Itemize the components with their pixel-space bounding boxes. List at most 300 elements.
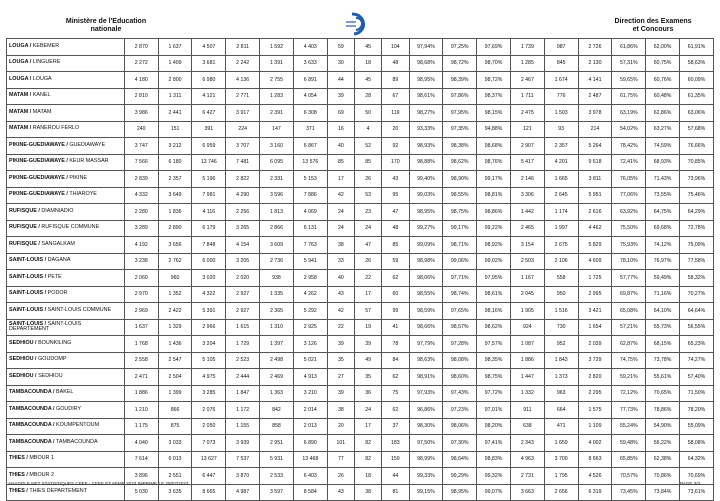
region-label: RUFISQUE [9, 240, 37, 247]
table-row [7, 138, 714, 155]
table-cell: 2 890 [158, 220, 192, 237]
department-name-cell [7, 187, 125, 204]
table-cell: 1 847 [226, 385, 260, 402]
table-cell: 159 [382, 451, 409, 468]
table-cell: 63,19% [612, 105, 646, 122]
table-row [7, 418, 714, 435]
table-cell: 8 663 [578, 451, 612, 468]
table-cell: 45 [354, 39, 381, 56]
table-row [7, 319, 714, 336]
table-cell: 3 212 [158, 138, 192, 155]
table-cell: 2 820 [578, 369, 612, 386]
table-cell: 845 [544, 55, 578, 72]
table-cell: 59,65% [612, 72, 646, 89]
table-cell: 3 635 [158, 484, 192, 501]
table-cell: 55,61% [646, 369, 680, 386]
table-cell: 38 [327, 237, 354, 254]
table-cell: 72,41% [612, 154, 646, 171]
table-cell: 97,93% [409, 385, 443, 402]
name-separator: / [24, 488, 30, 495]
table-cell: 97,50% [409, 435, 443, 452]
table-cell: 75,09% [680, 237, 714, 254]
table-cell: 98,95% [409, 72, 443, 89]
region-label: SAINT-LOUIS [9, 320, 44, 327]
table-cell: 78,42% [612, 138, 646, 155]
table-cell: 2 365 [260, 303, 294, 320]
table-cell: 1 503 [544, 105, 578, 122]
table-cell: 20 [327, 418, 354, 435]
table-cell: 6 980 [192, 72, 226, 89]
table-cell: 558 [544, 270, 578, 287]
table-cell: 842 [260, 402, 294, 419]
table-cell: 1 637 [158, 39, 192, 56]
table-cell: 1 332 [510, 385, 544, 402]
table-row [7, 187, 714, 204]
table-cell: 82 [354, 435, 381, 452]
department-name-cell [7, 204, 125, 221]
table-cell: 99,27% [409, 220, 443, 237]
table-cell: 2 870 [124, 39, 158, 56]
department-label: BAKEL [56, 389, 74, 396]
department-name-cell [7, 336, 125, 353]
table-cell: 97,30% [443, 435, 477, 452]
table-cell: 1 659 [544, 435, 578, 452]
table-cell: 26 [327, 468, 354, 485]
table-cell: 92 [382, 138, 409, 155]
table-cell: 99,06% [443, 253, 477, 270]
table-cell: 2 726 [578, 39, 612, 56]
table-cell: 62,86% [646, 105, 680, 122]
table-cell: 4 913 [293, 369, 327, 386]
table-cell: 3 160 [260, 138, 294, 155]
table-cell: 2 013 [293, 418, 327, 435]
table-cell: 2 050 [192, 418, 226, 435]
table-cell: 1 352 [158, 286, 192, 303]
table-cell: 18 [354, 468, 381, 485]
table-cell: 2 444 [226, 369, 260, 386]
table-cell: 730 [544, 319, 578, 336]
table-cell: 74,27% [680, 352, 714, 369]
table-row [7, 39, 714, 56]
table-cell: 3 681 [192, 55, 226, 72]
table-row [7, 451, 714, 468]
ministry-header [26, 18, 186, 34]
table-cell: 2 839 [124, 171, 158, 188]
table-cell: 98,62% [477, 319, 511, 336]
table-cell: 35 [354, 369, 381, 386]
table-cell: 56,55% [680, 319, 714, 336]
table-cell: 1 725 [578, 270, 612, 287]
table-cell: 62 [382, 402, 409, 419]
table-cell: 2 272 [124, 55, 158, 72]
table-cell: 72,78% [680, 220, 714, 237]
table-row [7, 88, 714, 105]
name-separator: / [64, 141, 70, 148]
region-label: RUFISQUE [9, 207, 37, 214]
table-cell: 99,15% [409, 484, 443, 501]
table-cell: 2 280 [124, 204, 158, 221]
table-cell: 858 [260, 418, 294, 435]
table-cell: 7 537 [226, 451, 260, 468]
table-cell: 98,20% [477, 418, 511, 435]
table-cell: 2 731 [510, 468, 544, 485]
table-row [7, 385, 714, 402]
table-cell: 61,35% [680, 88, 714, 105]
table-cell: 1 886 [124, 385, 158, 402]
name-separator: / [28, 125, 33, 132]
department-label: KEUR MASSAR [69, 158, 109, 165]
table-cell: 4 192 [124, 237, 158, 254]
table-cell: 6 890 [293, 435, 327, 452]
table-cell: 1 175 [124, 418, 158, 435]
table-cell: 104 [382, 39, 409, 56]
name-separator: / [36, 240, 42, 247]
name-separator: / [64, 191, 70, 198]
table-cell: 1 615 [226, 319, 260, 336]
table-cell: 3 210 [293, 385, 327, 402]
table-cell: 5 951 [578, 187, 612, 204]
table-cell: 6 427 [192, 105, 226, 122]
department-name-cell [7, 39, 125, 56]
department-label: PETE [47, 273, 62, 280]
table-cell: 1 843 [544, 352, 578, 369]
region-label: THIES [9, 455, 25, 462]
table-cell: 2 958 [293, 270, 327, 287]
table-cell: 1 836 [158, 204, 192, 221]
table-cell: 3 917 [226, 105, 260, 122]
table-cell: 4 040 [124, 435, 158, 452]
table-cell: 224 [226, 121, 260, 138]
table-row [7, 303, 714, 320]
table-cell: 4 975 [192, 369, 226, 386]
table-cell: 1 436 [158, 336, 192, 353]
table-cell: 963 [544, 385, 578, 402]
table-cell: 6 179 [192, 220, 226, 237]
department-label: THIES DEPARTEMENT [29, 488, 87, 495]
table-cell: 98,08% [443, 352, 477, 369]
department-name-cell [7, 484, 125, 501]
table-cell: 47 [382, 204, 409, 221]
table-cell: 3 421 [578, 303, 612, 320]
table-cell: 97,25% [443, 39, 477, 56]
table-cell: 97,72% [477, 385, 511, 402]
table-cell: 4 069 [293, 204, 327, 221]
table-cell: 97,35% [443, 121, 477, 138]
table-cell: 98,72% [477, 72, 511, 89]
table-cell: 73,84% [646, 484, 680, 501]
table-cell: 1 813 [260, 204, 294, 221]
table-cell: 98,35% [477, 352, 511, 369]
table-cell: 3 265 [226, 220, 260, 237]
region-label: MATAM [9, 92, 29, 99]
department-label: TAMBACOUNDA [56, 438, 98, 445]
table-cell: 776 [544, 88, 578, 105]
table-cell: 3 811 [578, 171, 612, 188]
name-separator: / [43, 273, 48, 280]
table-cell: 54,02% [612, 121, 646, 138]
department-name-cell [7, 253, 125, 270]
table-cell: 60,75% [646, 55, 680, 72]
table-cell: 47 [354, 237, 381, 254]
table-cell: 3 707 [226, 138, 260, 155]
department-name-cell [7, 369, 125, 386]
region-label: THIES [9, 471, 25, 478]
department-name-cell [7, 286, 125, 303]
table-cell: 98,39% [443, 72, 477, 89]
table-cell: 2 331 [260, 171, 294, 188]
table-cell: 2 475 [510, 105, 544, 122]
table-cell: 1 711 [510, 88, 544, 105]
table-cell: 2 357 [544, 138, 578, 155]
table-cell: 3 663 [510, 484, 544, 501]
table-cell: 924 [510, 319, 544, 336]
table-cell: 2 547 [158, 352, 192, 369]
name-separator: / [33, 372, 39, 379]
table-cell: 24 [327, 220, 354, 237]
table-cell: 3 154 [510, 237, 544, 254]
table-cell: 63,06% [680, 105, 714, 122]
table-cell: 1 363 [260, 385, 294, 402]
department-label: PIKINE [69, 174, 88, 181]
table-row [7, 204, 714, 221]
table-cell: 75,93% [612, 237, 646, 254]
table-cell: 98,74% [443, 286, 477, 303]
table-cell: 2 771 [226, 88, 260, 105]
region-label: LOUGA [9, 59, 29, 66]
region-label: THIES [9, 488, 25, 495]
table-cell: 98,64% [443, 451, 477, 468]
table-cell: 59,21% [612, 369, 646, 386]
table-cell: 6 180 [158, 154, 192, 171]
table-cell: 3 289 [124, 220, 158, 237]
table-cell: 1 174 [544, 204, 578, 221]
table-cell: 2 503 [510, 253, 544, 270]
table-cell: 3 609 [260, 237, 294, 254]
name-separator: / [24, 471, 30, 478]
table-cell: 94,88% [477, 121, 511, 138]
table-cell: 61,86% [612, 39, 646, 56]
table-cell: 72,12% [612, 385, 646, 402]
table-cell: 1 637 [124, 319, 158, 336]
table-cell: 2 467 [510, 72, 544, 89]
department-label: GUEDIAWAYE [69, 141, 106, 148]
table-cell: 18 [354, 55, 381, 72]
table-cell: 4 526 [578, 468, 612, 485]
table-cell: 7 848 [192, 237, 226, 254]
table-cell: 97,71% [443, 270, 477, 287]
table-cell: 2 966 [192, 319, 226, 336]
table-cell: 1 167 [510, 270, 544, 287]
table-cell: 240 [124, 121, 158, 138]
table-cell: 42 [327, 303, 354, 320]
table-cell: 121 [510, 121, 544, 138]
table-cell: 1 516 [544, 303, 578, 320]
department-label: DAGANA [47, 257, 71, 264]
table-cell: 43 [327, 286, 354, 303]
table-cell: 82 [354, 451, 381, 468]
table-cell: 98,68% [409, 55, 443, 72]
table-cell: 77 [327, 451, 354, 468]
table-cell: 98,90% [443, 171, 477, 188]
department-label: RANEROU FERLO [32, 125, 80, 132]
table-cell: 28 [354, 88, 381, 105]
table-cell: 99,32% [477, 468, 511, 485]
table-cell: 2 045 [510, 286, 544, 303]
table-cell: 4 462 [578, 220, 612, 237]
table-cell: 44 [327, 72, 354, 89]
table-row [7, 253, 714, 270]
table-cell: 84 [382, 352, 409, 369]
table-cell: 2 523 [226, 352, 260, 369]
table-cell: 1 654 [578, 319, 612, 336]
table-cell: 938 [260, 270, 294, 287]
table-cell: 471 [544, 418, 578, 435]
name-separator: / [36, 207, 42, 214]
table-cell: 57,77% [612, 270, 646, 287]
table-cell: 4 507 [192, 39, 226, 56]
table-cell: 3 896 [124, 468, 158, 485]
table-cell: 97,65% [443, 303, 477, 320]
table-cell: 62 [382, 369, 409, 386]
region-label: TAMBACOUNDA [9, 389, 52, 396]
table-cell: 2 020 [226, 270, 260, 287]
table-cell: 98,75% [443, 204, 477, 221]
table-cell: 75,50% [612, 220, 646, 237]
table-cell: 98,76% [477, 154, 511, 171]
table-cell: 98,06% [409, 270, 443, 287]
table-cell: 2 927 [226, 303, 260, 320]
region-label: SAINT-LOUIS [9, 290, 44, 297]
table-cell: 20 [382, 121, 409, 138]
name-separator: / [28, 75, 33, 82]
table-cell: 4 290 [226, 187, 260, 204]
table-cell: 4 403 [293, 39, 327, 56]
page-number: PAGE 3/3 [680, 481, 701, 486]
region-label: PIKINE-GUEDIAWAYE [9, 191, 65, 198]
table-cell: 5 829 [578, 237, 612, 254]
name-separator: / [43, 306, 48, 313]
region-label: TAMBACOUNDA [9, 405, 52, 412]
table-cell: 1 329 [158, 319, 192, 336]
table-cell: 98,95% [409, 204, 443, 221]
table-cell: 85 [382, 237, 409, 254]
table-cell: 99,17% [443, 220, 477, 237]
table-cell: 17 [354, 418, 381, 435]
ministry-line1: Ministère de l'Education [65, 18, 147, 25]
table-cell: 6 319 [578, 484, 612, 501]
table-cell: 3 978 [578, 105, 612, 122]
table-cell: 3 656 [158, 237, 192, 254]
table-cell: 9 618 [578, 154, 612, 171]
name-separator: / [43, 320, 48, 327]
table-cell: 5 030 [124, 484, 158, 501]
table-cell: 1 283 [260, 88, 294, 105]
table-cell: 3 700 [544, 451, 578, 468]
department-name-cell [7, 72, 125, 89]
logo-icon [342, 12, 374, 36]
department-label: KOUMPENTOUM [56, 422, 100, 429]
table-cell: 22 [327, 319, 354, 336]
name-separator: / [43, 290, 48, 297]
department-name-cell [7, 88, 125, 105]
table-cell: 70,69% [680, 468, 714, 485]
region-label: LOUGA [9, 75, 29, 82]
table-cell: 2 866 [260, 220, 294, 237]
table-cell: 5 021 [293, 352, 327, 369]
table-cell: 2 465 [510, 220, 544, 237]
table-cell: 62,38% [646, 451, 680, 468]
table-cell: 3 729 [578, 352, 612, 369]
table-cell: 63,27% [646, 121, 680, 138]
region-label: LOUGA [9, 42, 29, 49]
table-cell: 41 [382, 319, 409, 336]
table-cell: 1 210 [124, 402, 158, 419]
table-cell: 3 596 [260, 187, 294, 204]
table-cell: 2 014 [293, 402, 327, 419]
department-name-cell [7, 105, 125, 122]
table-cell: 43 [382, 171, 409, 188]
table-cell: 58,32% [680, 270, 714, 287]
table-cell: 2 357 [158, 171, 192, 188]
table-cell: 4 154 [226, 237, 260, 254]
table-cell: 58,08% [680, 435, 714, 452]
department-name-cell [7, 270, 125, 287]
table-cell: 2 533 [260, 468, 294, 485]
table-cell: 76,66% [680, 138, 714, 155]
table-cell: 1 795 [544, 468, 578, 485]
table-row [7, 55, 714, 72]
table-row [7, 484, 714, 501]
table-cell: 98,88% [409, 154, 443, 171]
table-cell: 99,22% [477, 220, 511, 237]
table-cell: 48 [382, 220, 409, 237]
table-cell: 2 060 [124, 270, 158, 287]
table-cell: 59,49% [646, 270, 680, 287]
table-cell: 89 [382, 72, 409, 89]
table-cell: 2 498 [260, 352, 294, 369]
table-cell: 98,86% [477, 204, 511, 221]
table-cell: 2 811 [226, 39, 260, 56]
department-label: LOUGA [32, 75, 52, 82]
table-cell: 1 592 [260, 39, 294, 56]
table-cell: 98,95% [443, 484, 477, 501]
table-cell: 7 481 [226, 154, 260, 171]
table-cell: 13 576 [293, 154, 327, 171]
name-separator: / [36, 224, 42, 231]
table-row [7, 105, 714, 122]
table-cell: 37 [382, 418, 409, 435]
department-label: GOUDOMP [38, 356, 67, 363]
table-cell: 98,70% [477, 55, 511, 72]
name-separator: / [28, 59, 33, 66]
table-cell: 60 [382, 286, 409, 303]
table-cell: 7 981 [192, 187, 226, 204]
table-row [7, 435, 714, 452]
name-separator: / [51, 405, 57, 412]
table-cell: 1 997 [544, 220, 578, 237]
department-name-cell [7, 385, 125, 402]
table-cell: 71,43% [646, 171, 680, 188]
footer-text: ANADOLE.NET STATISTIQUES CFEE - CFEE ET 6EME 2023 IMPRIME LE 29/07/2023 [8, 481, 189, 486]
department-label: BOUNKILING [38, 339, 72, 346]
table-cell: 1 155 [226, 418, 260, 435]
table-cell: 67 [382, 88, 409, 105]
department-label: PODOR [47, 290, 68, 297]
region-label: RUFISQUE [9, 224, 37, 231]
table-cell: 2 800 [158, 72, 192, 89]
table-cell: 78,10% [612, 253, 646, 270]
table-cell: 77,58% [680, 253, 714, 270]
